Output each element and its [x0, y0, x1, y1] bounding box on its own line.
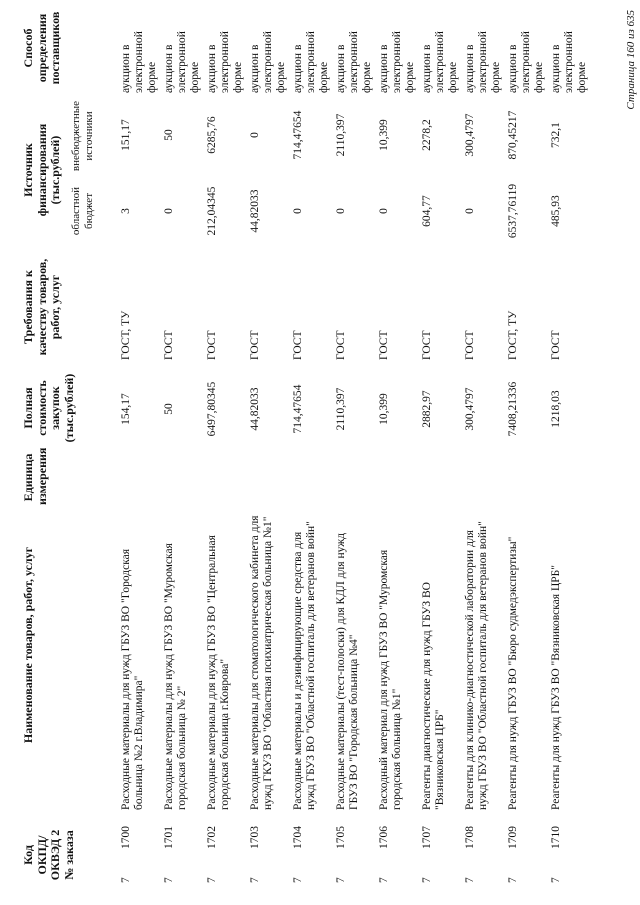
row-requirements: ГОСТ — [206, 330, 218, 360]
header-code: Код ОКПД/ ОКВЭД 2 № заказа — [21, 829, 76, 881]
row-method: аукцион в электронной форме — [163, 31, 201, 93]
row-cost: 1218,03 — [550, 390, 562, 428]
row-cost: 2110,397 — [335, 387, 347, 431]
row-method: аукцион в электронной форме — [249, 31, 287, 93]
row-number: 1702 — [206, 826, 218, 849]
row-number: 1708 — [464, 826, 476, 849]
row-name: Расходные материалы для нужд ГБУЗ ВО "Городская больница №2 г.Владимира" — [120, 549, 145, 810]
row-requirements: ГОСТ — [292, 330, 304, 360]
row-method: аукцион в электронной форме — [421, 31, 459, 93]
row-number: 1710 — [550, 826, 562, 849]
row-regional: 0 — [335, 208, 347, 214]
header-requirements: Требования к качеству товаров, работ, услуг — [21, 258, 62, 356]
row-name: Расходные материалы и дезинфицирующие средства для нужд ГБУЗ ВО "Областной госпиталь для ветеранов войн" — [292, 521, 317, 810]
row-number: 1705 — [335, 826, 347, 849]
row-external: 0 — [249, 132, 261, 138]
row-external: 10,399 — [378, 119, 390, 151]
table-row — [249, 0, 291, 905]
row-code: 7 — [120, 877, 132, 883]
row-external: 2110,397 — [335, 113, 347, 157]
row-method: аукцион в электронной форме — [464, 31, 502, 93]
row-requirements: ГОСТ — [249, 330, 261, 360]
row-code: 7 — [507, 877, 519, 883]
row-external: 151,17 — [120, 119, 132, 151]
row-method: аукцион в электронной форме — [335, 31, 373, 93]
row-cost: 50 — [163, 403, 175, 415]
table-row — [507, 0, 549, 905]
page-number: Страница 160 из 635 — [625, 10, 637, 110]
row-method: аукцион в электронной форме — [378, 31, 416, 93]
row-code: 7 — [464, 877, 476, 883]
row-method: аукцион в электронной форме — [550, 31, 588, 93]
row-name: Реагенты для нужд ГБУЗ ВО "Бюро судмедэкспертизы" — [507, 536, 519, 810]
row-code: 7 — [163, 877, 175, 883]
table-row — [550, 0, 592, 905]
row-number: 1703 — [249, 826, 261, 849]
table-row — [120, 0, 162, 905]
row-name: Реагенты для нужд ГБУЗ ВО "Вязниковская ЦРБ" — [550, 565, 562, 810]
row-external: 870,45217 — [507, 110, 519, 160]
row-method: аукцион в электронной форме — [507, 31, 545, 93]
row-code: 7 — [206, 877, 218, 883]
row-name: Реагенты диагностические для нужд ГБУЗ ВО "Вязниковская ЦРБ" — [421, 582, 446, 810]
row-requirements: ГОСТ — [421, 330, 433, 360]
row-method: аукцион в электронной форме — [206, 31, 244, 93]
row-number: 1706 — [378, 826, 390, 849]
row-requirements: ГОСТ, ТУ — [507, 310, 519, 360]
row-regional: 6537,76119 — [507, 183, 519, 239]
row-code: 7 — [292, 877, 304, 883]
table-row — [378, 0, 420, 905]
table-row — [163, 0, 205, 905]
row-name: Расходные материалы для нужд ГБУЗ ВО "Центральная городская больница г.Коврова" — [206, 535, 231, 810]
row-code: 7 — [335, 877, 347, 883]
row-code: 7 — [249, 877, 261, 883]
row-cost: 10,399 — [378, 393, 390, 425]
table-row — [464, 0, 506, 905]
row-external: 714,47654 — [292, 110, 304, 160]
row-number: 1701 — [163, 826, 175, 849]
header-name: Наименование товаров, работ, услуг — [21, 546, 35, 744]
row-cost: 714,47654 — [292, 384, 304, 434]
row-cost: 44,82033 — [249, 387, 261, 431]
row-external: 50 — [163, 129, 175, 141]
row-regional: 604,77 — [421, 195, 433, 227]
row-requirements: ГОСТ — [335, 330, 347, 360]
header-source-external: внебюджетные источники — [70, 100, 95, 172]
row-requirements: ГОСТ — [550, 330, 562, 360]
table-row — [335, 0, 377, 905]
row-requirements: ГОСТ — [464, 330, 476, 360]
row-external: 2278,2 — [421, 119, 433, 151]
row-regional: 3 — [120, 208, 132, 214]
row-code: 7 — [550, 877, 562, 883]
row-number: 1707 — [421, 826, 433, 849]
header-cost: Полная стоимость закупок (тыс.рублей) — [21, 373, 76, 443]
row-external: 732,1 — [550, 122, 562, 148]
header-source-regional: областной бюджет — [70, 186, 95, 236]
row-cost: 6497,80345 — [206, 381, 218, 437]
row-name: Реагенты для клинико-диагностической лаборатории для нужд ГБУЗ ВО "Областной госпиталь для ветеранов войн" — [464, 521, 489, 810]
row-method: аукцион в электронной форме — [292, 31, 330, 93]
table-row — [292, 0, 334, 905]
row-cost: 2882,97 — [421, 390, 433, 428]
row-cost: 300,4797 — [464, 387, 476, 431]
row-regional: 485,93 — [550, 195, 562, 227]
row-requirements: ГОСТ — [163, 330, 175, 360]
row-regional: 44,82033 — [249, 189, 261, 233]
row-method: аукцион в электронной форме — [120, 31, 158, 93]
header-source-title: Источник финансирования (тыс.рублей) — [21, 123, 62, 217]
row-requirements: ГОСТ — [378, 330, 390, 360]
row-cost: 7408,21336 — [507, 381, 519, 437]
table-row — [421, 0, 463, 905]
row-regional: 0 — [292, 208, 304, 214]
row-code: 7 — [378, 877, 390, 883]
table-header — [0, 0, 100, 905]
row-number: 1709 — [507, 826, 519, 849]
row-external: 6285,76 — [206, 116, 218, 154]
row-requirements: ГОСТ, ТУ — [120, 310, 132, 360]
row-regional: 0 — [378, 208, 390, 214]
header-method: Способ определения поставщиков — [21, 11, 62, 85]
row-number: 1704 — [292, 826, 304, 849]
row-regional: 0 — [163, 208, 175, 214]
row-regional: 0 — [464, 208, 476, 214]
row-external: 300,4797 — [464, 113, 476, 157]
table-row — [206, 0, 248, 905]
row-regional: 212,04345 — [206, 186, 218, 236]
row-number: 1700 — [120, 826, 132, 849]
row-name: Расходный материал для нужд ГБУЗ ВО "Муромская городская больница №1" — [378, 549, 403, 810]
row-name: Расходные материалы (тест-полоски) для КДЛ для нужд ГБУЗ ВО "Городская больница №4" — [335, 532, 360, 810]
row-cost: 154,17 — [120, 393, 132, 425]
row-code: 7 — [421, 877, 433, 883]
row-name: Расходные материалы для стоматологического кабинета для нужд ГКУЗ ВО "Областная психиатрическая больница №1" — [249, 515, 274, 810]
header-unit: Единица измерения — [21, 447, 49, 505]
row-name: Расходные материалы для нужд ГБУЗ ВО "Муромская городская больница № 2" — [163, 543, 188, 810]
